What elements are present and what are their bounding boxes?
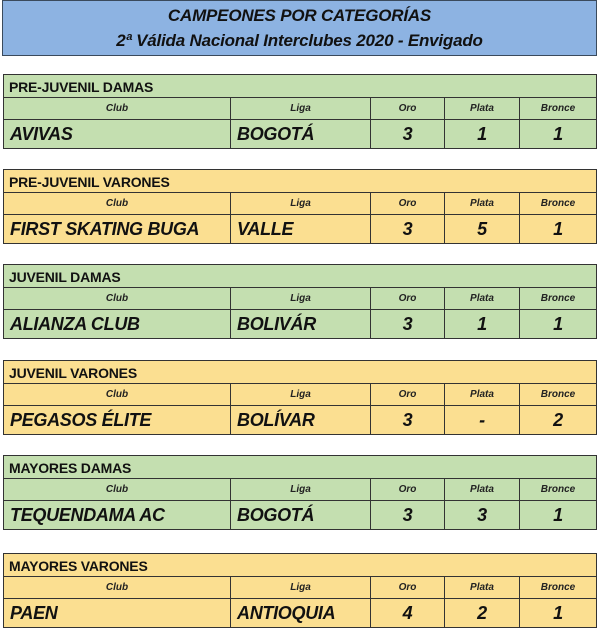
header-oro: Oro [371,384,445,405]
club-cell: PAEN [4,599,231,627]
header-liga: Liga [231,288,371,309]
category-label: MAYORES VARONES [4,554,596,577]
header-row [4,577,596,599]
header-bronce: Bronce [540,484,576,495]
title-banner [2,0,597,56]
club-cell: FIRST SKATING BUGA [4,215,231,243]
club-cell: PEGASOS ÉLITE [4,406,231,434]
page-subtitle: 2ª Válida Nacional Interclubes 2020 - Envigado [116,31,483,50]
liga-cell: BOGOTÁ [231,120,371,148]
oro-cell: 3 [371,310,445,338]
liga-cell: BOLÍVAR [231,406,371,434]
header-liga: Liga [231,98,371,119]
liga-cell: VALLE [231,215,371,243]
header-club: Club [4,384,231,405]
header-row [4,98,596,120]
header-plata: Plata [445,288,520,309]
category-table-pre-juvenil-damas [3,74,597,149]
header-club: Club [4,479,231,500]
plata-cell: 3 [445,501,520,529]
category-table-mayores-damas [3,455,597,530]
header-oro: Oro [371,479,445,500]
header-plata: Plata [445,577,520,598]
header-row [4,479,596,501]
header-row [4,384,596,406]
liga-cell: ANTIOQUIA [231,599,371,627]
category-label: PRE-JUVENIL DAMAS [4,75,596,98]
club-cell: TEQUENDAMA AC [4,501,231,529]
bronce-cell: 1 [553,218,563,239]
table-row [4,120,596,148]
plata-cell: 1 [445,310,520,338]
category-table-mayores-varones [3,553,597,628]
bronce-cell: 1 [553,313,563,334]
header-row [4,288,596,310]
header-oro: Oro [371,288,445,309]
oro-cell: 3 [371,501,445,529]
header-club: Club [4,193,231,214]
liga-cell: BOLIVÁR [231,310,371,338]
category-table-juvenil-varones [3,360,597,435]
category-label: JUVENIL VARONES [4,361,596,384]
category-table-juvenil-damas [3,264,597,339]
bronce-cell: 1 [553,123,563,144]
header-oro: Oro [371,577,445,598]
table-row [4,501,596,529]
category-label: MAYORES DAMAS [4,456,596,479]
header-club: Club [4,577,231,598]
table-row [4,215,596,243]
header-bronce: Bronce [540,198,576,209]
header-oro: Oro [371,193,445,214]
plata-cell: 1 [445,120,520,148]
table-row [4,599,596,627]
plata-cell: 5 [445,215,520,243]
header-bronce: Bronce [540,582,576,593]
page-title: CAMPEONES POR CATEGORÍAS [167,6,432,25]
category-table-pre-juvenil-varones [3,169,597,244]
header-plata: Plata [445,98,520,119]
header-bronce: Bronce [540,103,576,114]
header-club: Club [4,288,231,309]
table-row [4,406,596,434]
table-row [4,310,596,338]
header-plata: Plata [445,384,520,405]
plata-cell: - [445,406,520,434]
club-cell: AVIVAS [4,120,231,148]
oro-cell: 4 [371,599,445,627]
header-plata: Plata [445,193,520,214]
header-bronce: Bronce [540,389,576,400]
oro-cell: 3 [371,120,445,148]
bronce-cell: 2 [553,409,563,430]
oro-cell: 3 [371,215,445,243]
header-plata: Plata [445,479,520,500]
header-oro: Oro [371,98,445,119]
header-liga: Liga [231,193,371,214]
bronce-cell: 1 [553,504,563,525]
bronce-cell: 1 [553,602,563,623]
header-liga: Liga [231,384,371,405]
header-bronce: Bronce [540,293,576,304]
plata-cell: 2 [445,599,520,627]
liga-cell: BOGOTÁ [231,501,371,529]
header-club: Club [4,98,231,119]
category-label: PRE-JUVENIL VARONES [4,170,596,193]
header-row [4,193,596,215]
category-label: JUVENIL DAMAS [4,265,596,288]
header-liga: Liga [231,479,371,500]
header-liga: Liga [231,577,371,598]
oro-cell: 3 [371,406,445,434]
club-cell: ALIANZA CLUB [4,310,231,338]
